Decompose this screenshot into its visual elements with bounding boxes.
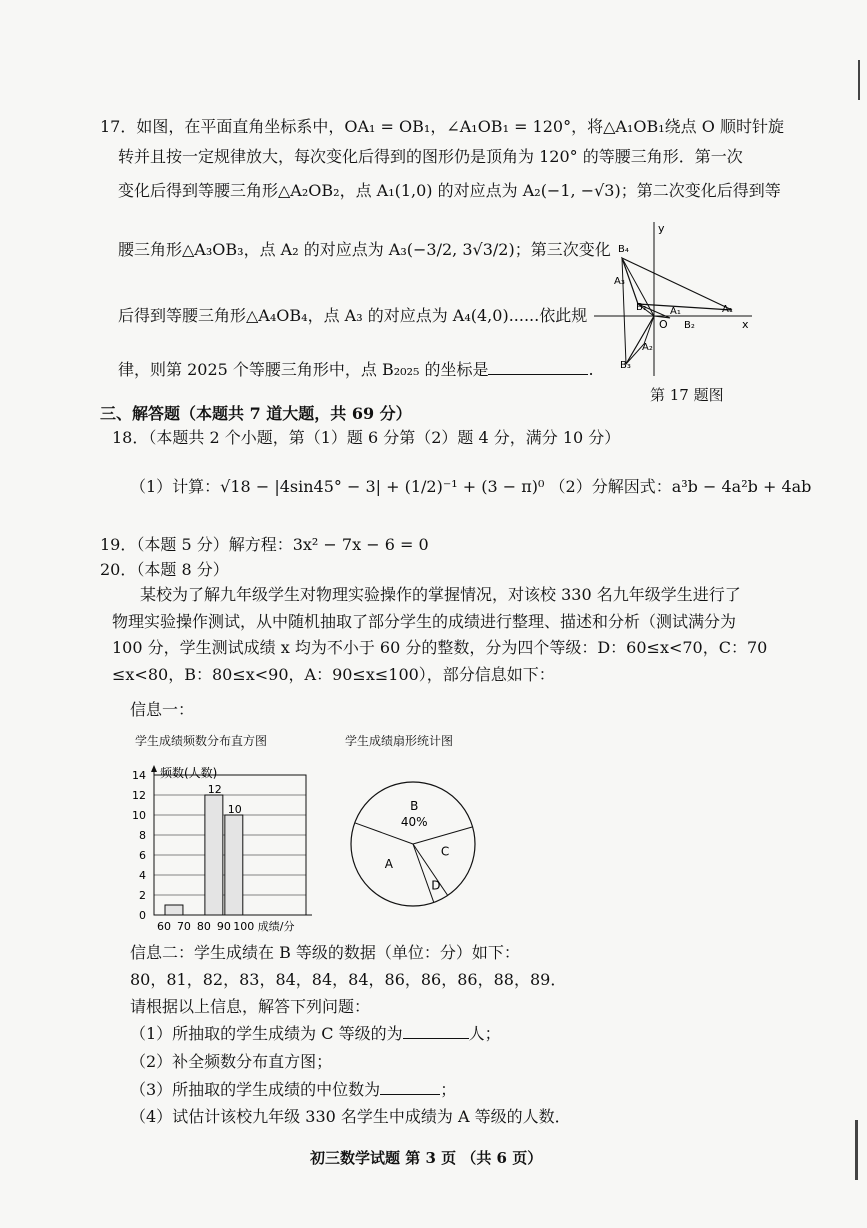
q20-para-3: 100 分，学生测试成绩 x 均为不小于 60 分的整数，分为四个等级：D：60≤x<70，C：70 <box>112 638 768 657</box>
histogram-x-tick: 70 <box>176 920 191 933</box>
info-1-label: 信息一： <box>130 700 195 719</box>
sub-question-1 <box>130 1024 501 1044</box>
histogram-y-tick: 0 <box>139 909 146 922</box>
pie-slice-percent: 40% <box>400 814 428 829</box>
histogram-y-tick: 4 <box>139 869 146 882</box>
fig-label-a3: A₃ <box>614 276 625 287</box>
scan-edge-bottom <box>855 1120 858 1180</box>
fig-label-b4: B₄ <box>618 244 629 255</box>
pie-slice-label: B <box>410 798 419 813</box>
histogram-chart <box>112 755 322 935</box>
fig-label-a2: A₂ <box>642 342 653 353</box>
scan-edge-top <box>858 60 860 100</box>
sub-question-4: （4）试估计该校九年级 330 名学生中成绩为 A 等级的人数． <box>130 1107 571 1126</box>
histogram-x-tick: 60 <box>157 920 171 933</box>
histogram-y-tick: 8 <box>139 829 146 842</box>
q17-line-6-end: . <box>588 360 594 379</box>
q17-line-4: 腰三角形△A₃OB₃，点 A₂ 的对应点为 A₃(−3/2, 3√3/2)；第三次变化 <box>118 240 611 259</box>
sub-question-2: （2）补全频数分布直方图； <box>130 1052 333 1071</box>
histogram-y-tick: 12 <box>132 789 146 802</box>
sub-question-3-end: ； <box>440 1080 457 1099</box>
histogram-y-tick: 14 <box>132 769 146 782</box>
fig-label-a1-inner: A₁ <box>670 306 681 317</box>
q20-head: 20．（本题 8 分） <box>100 560 229 579</box>
pie-slice-label: A <box>384 857 393 872</box>
histogram-x-label: 成绩/分 <box>257 920 295 933</box>
section-3-heading: 三、解答题（本题共 7 道大题，共 69 分） <box>100 404 412 423</box>
triangle-lower <box>626 316 654 364</box>
sub-question-1-text: （1）所抽取的学生成绩为 C 等级的为 <box>130 1024 403 1043</box>
fig-label-a1-outer: A₁ <box>722 304 733 315</box>
histogram-bar <box>225 815 243 915</box>
q20-para-1: 某校为了解九年级学生对物理实验操作的掌握情况，对该校 330 名九年级学生进行了 <box>140 585 741 604</box>
b-grade-data: 80，81，82，83，84，84，84，86，86，86，88，89． <box>130 970 567 989</box>
histogram-bar <box>165 905 183 915</box>
histogram-y-tick: 6 <box>139 849 146 862</box>
histogram-x-tick: 100 <box>233 920 255 933</box>
histogram-bar <box>205 795 223 915</box>
fig-label-b1: B₁ <box>636 302 647 313</box>
histogram-title: 学生成绩频数分布直方图 <box>135 734 268 748</box>
q20-para-2: 物理实验操作测试，从中随机抽取了部分学生的成绩进行整理、描述和分析（测试满分为 <box>112 612 737 631</box>
fig-label-b3: B₃ <box>620 360 631 371</box>
q18-head: 18．（本题共 2 个小题，第（1）题 6 分第（2）题 4 分，满分 10 分） <box>112 428 621 447</box>
histogram-y-tick: 2 <box>139 889 146 902</box>
pie-chart <box>345 770 485 930</box>
q18-body: （1）计算：√18 − |4sin45° − 3| + (1/2)⁻¹ + (3 − π)⁰ （2）分解因式：a³b − 4a²b + 4ab <box>130 477 812 496</box>
q17-figure <box>592 218 772 378</box>
sub-question-1-blank[interactable] <box>403 1024 469 1039</box>
fig-label-y: y <box>658 222 665 235</box>
sub-question-1-end: 人； <box>468 1024 501 1043</box>
histogram-x-tick: 90 <box>216 920 231 933</box>
pie-slice-divider <box>413 827 473 844</box>
histogram-y-arrow <box>151 765 157 772</box>
histogram-y-label: 频数(人数) <box>160 766 218 780</box>
pie-slice-divider <box>413 844 434 902</box>
fig-label-b2: B₂ <box>684 320 695 331</box>
histogram-bar-label: 12 <box>207 783 222 796</box>
histogram-bar-label: 10 <box>227 803 242 816</box>
sub-question-3 <box>130 1080 456 1100</box>
fig-label-x: x <box>742 318 749 331</box>
questions-intro: 请根据以上信息，解答下列问题： <box>130 997 371 1016</box>
pie-slice-label: D <box>431 878 441 893</box>
q17-answer-blank[interactable] <box>488 360 588 375</box>
pie-title: 学生成绩扇形统计图 <box>345 734 454 748</box>
sub-question-3-text: （3）所抽取的学生成绩的中位数为 <box>130 1080 381 1099</box>
info-2: 信息二：学生成绩在 B 等级的数据（单位：分）如下： <box>130 943 520 962</box>
histogram-x-tick: 80 <box>196 920 211 933</box>
q17-figure-caption: 第 17 题图 <box>650 386 724 404</box>
q19: 19．（本题 5 分）解方程：3x² − 7x − 6 = 0 <box>100 535 429 554</box>
q20-para-4: ≤x<80，B：80≤x<90，A：90≤x≤100），部分信息如下： <box>112 665 555 684</box>
q17-line-2: 转并且按一定规律放大，每次变化后得到的图形仍是顶角为 120° 的等腰三角形．第一次 <box>118 147 743 166</box>
sub-question-3-blank[interactable] <box>380 1080 440 1095</box>
histogram-y-tick: 10 <box>132 809 146 822</box>
page-footer: 初三数学试题 第 3 页 （共 6 页） <box>310 1149 543 1167</box>
q17-line-1: 17．如图，在平面直角坐标系中，OA₁ = OB₁，∠A₁OB₁ = 120°，将△A₁OB₁绕点 O 顺时针旋 <box>100 117 784 136</box>
fig-label-o: O <box>659 318 668 331</box>
q17-line-6-text: 律，则第 2025 个等腰三角形中，点 B₂₀₂₅ 的坐标是 <box>118 360 489 379</box>
q17-line-5: 后得到等腰三角形△A₄OB₄，点 A₃ 的对应点为 A₄(4,0)......依此规 <box>118 306 588 325</box>
q17-line-6 <box>118 360 594 380</box>
pie-slice-label: C <box>440 844 450 859</box>
q17-line-3: 变化后得到等腰三角形△A₂OB₂，点 A₁(1,0) 的对应点为 A₂(−1, −√3)；第二次变化后得到等 <box>118 181 781 200</box>
